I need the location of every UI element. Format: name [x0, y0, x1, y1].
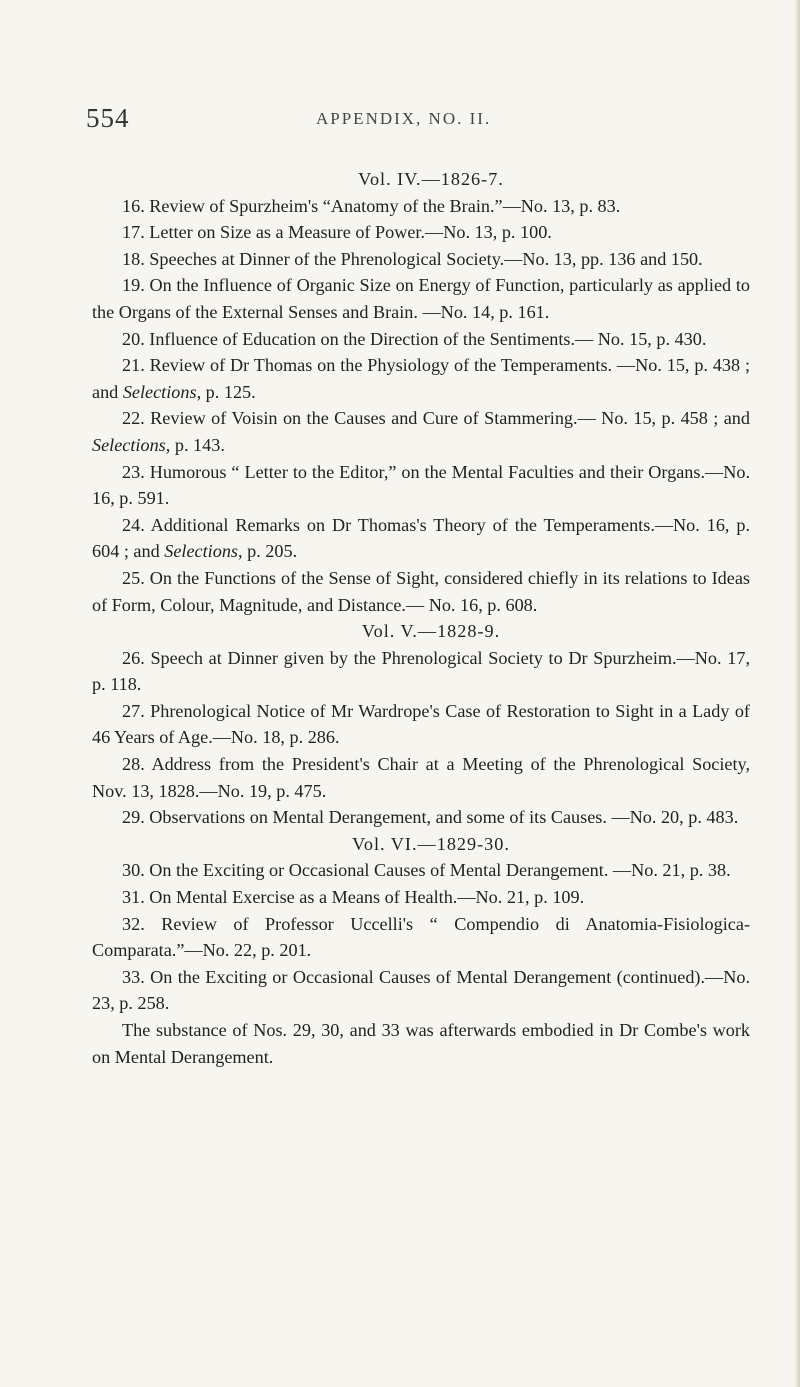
volume-heading: Vol. VI.—1829-30. [352, 833, 510, 854]
entry-21: 21. Review of Dr Thomas on the Physiology of the Temperaments. —No. 15, p. 438 ; and Selections, p. 125. [92, 355, 750, 402]
entry-23: 23. Humorous “ Letter to the Editor,” on the Mental Faculties and their Organs.—No. 16, p. 591. [92, 461, 750, 509]
entry-20: 20. Influence of Education on the Direction of the Sentiments.— No. 15, p. 430. [122, 328, 707, 349]
entry-22: 22. Review of Voisin on the Causes and Cure of Stammering.— No. 15, p. 458 ; and Selections, p. 143. [92, 408, 750, 455]
entry-16: 16. Review of Spurzheim's “Anatomy of the Brain.”—No. 13, p. 83. [122, 195, 621, 216]
page-number: 554 [86, 103, 130, 133]
entry-26: 26. Speech at Dinner given by the Phrenological Society to Dr Spurzheim.—No. 17, p. 118. [92, 647, 750, 695]
entry-30: 30. On the Exciting or Occasional Causes of Mental Derangement. —No. 21, p. 38. [122, 860, 731, 881]
volume-heading: Vol. IV.—1826-7. [358, 169, 504, 189]
page-header [86, 103, 766, 139]
entry-33: 33. On the Exciting or Occasional Causes of Mental Derangement (continued).—No. 23, p. 258. [92, 966, 750, 1014]
page-edge-shadow [794, 0, 800, 1387]
entry-25: 25. On the Functions of the Sense of Sight, considered chiefly in its relations to Ideas of Form, Colour, Magnitude, and Distance.— No. 16, p. 608. [92, 567, 750, 615]
entry-29: 29. Observations on Mental Derangement, and some of its Causes. —No. 20, p. 483. [122, 807, 739, 828]
entry-32: 32. Review of Professor Uccelli's “ Compendio di Anatomia-Fisiologica-Comparata.”—No. 22, p. 201. [92, 913, 750, 961]
entry-18: 18. Speeches at Dinner of the Phrenological Society.—No. 13, pp. 136 and 150. [122, 248, 703, 269]
entry-31: 31. On Mental Exercise as a Means of Health.—No. 21, p. 109. [122, 887, 585, 908]
entry-24: 24. Additional Remarks on Dr Thomas's Theory of the Temperaments.—No. 16, p. 604 ; and Selections, p. 205. [92, 514, 751, 562]
page-body [92, 166, 750, 1070]
entry-27: 27. Phrenological Notice of Mr Wardrope's Case of Restoration to Sight in a Lady of 46 Years of Age.—No. 18, p. 286. [92, 700, 750, 748]
running-head: APPENDIX, NO. II. [316, 109, 492, 128]
entry-28: 28. Address from the President's Chair at a Meeting of the Phrenological Society, Nov. 13, 1828.—No. 19, p. 475. [92, 754, 751, 801]
closing-note: The substance of Nos. 29, 30, and 33 was afterwards embodied in Dr Combe's work on Mental Derangement. [92, 1020, 750, 1067]
entry-19: 19. On the Influence of Organic Size on Energy of Function, particularly as applied to the Organs of the External Senses and Brain. —No. 14, p. 161. [92, 275, 750, 322]
entry-17: 17. Letter on Size as a Measure of Power.—No. 13, p. 100. [122, 222, 552, 243]
volume-heading: Vol. V.—1828-9. [361, 621, 501, 642]
